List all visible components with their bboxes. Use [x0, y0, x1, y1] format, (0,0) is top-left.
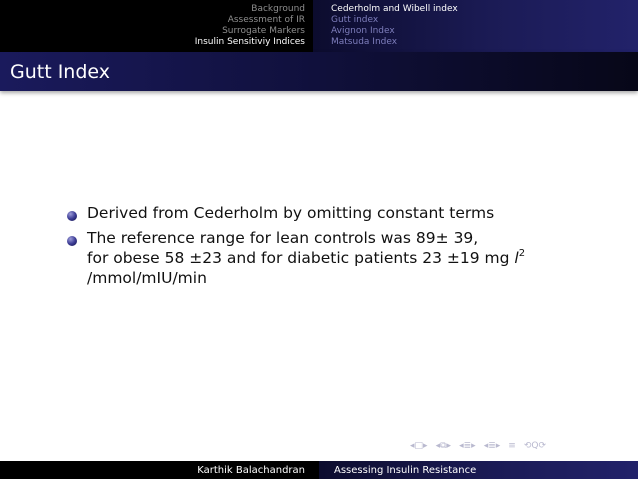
section-link-background[interactable]: Background — [251, 4, 305, 14]
footline-title-box — [319, 461, 638, 479]
frame-prev-icon[interactable]: ◂ — [410, 441, 415, 451]
section-link-assessment-of-ir[interactable]: Assessment of IR — [227, 15, 305, 25]
subsection-link-avignon-index[interactable]: Avignon Index — [331, 26, 395, 36]
headline-nav — [0, 0, 638, 52]
bullet-ball-icon — [67, 211, 77, 221]
subsection-link-matsuda-index[interactable]: Matsuda Index — [331, 37, 398, 47]
frame-icon[interactable]: □ — [414, 441, 424, 451]
frame-title: Gutt Index — [10, 61, 111, 83]
footline — [0, 461, 638, 479]
subsection-link-gutt-index[interactable]: Gutt index — [331, 15, 379, 25]
subsection-link-cederholm-wibell[interactable]: Cederholm and Wibell index — [331, 4, 458, 14]
bullet-item — [64, 228, 604, 288]
bullet-ball-icon — [67, 236, 77, 246]
section-nav — [0, 0, 313, 52]
document-icon[interactable]: ≣ — [488, 441, 496, 451]
frame-title-bar — [0, 52, 638, 91]
author-name: Karthik Balachandran — [197, 464, 305, 476]
footline-author-box — [0, 461, 319, 479]
bullet-item — [64, 203, 604, 223]
unit-symbol: l — [514, 249, 519, 267]
subsection-icon[interactable]: ⧉ — [440, 441, 447, 451]
search-icon[interactable]: ⟲Q⟳ — [523, 441, 547, 451]
align-icon[interactable]: ≡ — [508, 441, 516, 451]
presentation-title: Assessing Insulin Resistance — [334, 464, 477, 476]
bullet-text-line: /mmol/mIU/min — [87, 269, 207, 287]
section-next-icon[interactable]: ▸ — [471, 441, 476, 451]
section-prev-icon[interactable]: ◂ — [459, 441, 464, 451]
document-next-icon[interactable]: ▸ — [495, 441, 501, 451]
subsection-nav — [313, 0, 638, 52]
section-link-surrogate-markers[interactable]: Surrogate Markers — [222, 26, 305, 36]
bullet-text-line — [87, 248, 604, 268]
section-icon[interactable]: ≣ — [463, 441, 472, 451]
frame-next-icon[interactable]: ▸ — [423, 441, 428, 451]
bullet-text-span: for obese 58 ±23 and for diabetic patients 23 ±19 mg — [87, 249, 515, 267]
bullet-text: Derived from Cederholm by omitting constant terms — [87, 204, 495, 222]
subsection-prev-icon[interactable]: ◂ — [435, 441, 441, 451]
section-link-insulin-sensitivity-indices[interactable]: Insulin Sensitiviy Indices — [194, 37, 305, 47]
subsection-next-icon[interactable]: ▸ — [446, 441, 452, 451]
slide-content — [64, 203, 604, 288]
bullet-text-line: The reference range for lean controls was 89± 39, — [87, 229, 479, 247]
unit-exponent: 2 — [518, 248, 526, 259]
beamer-nav-symbols — [410, 440, 546, 452]
document-prev-icon[interactable]: ◂ — [483, 441, 489, 451]
